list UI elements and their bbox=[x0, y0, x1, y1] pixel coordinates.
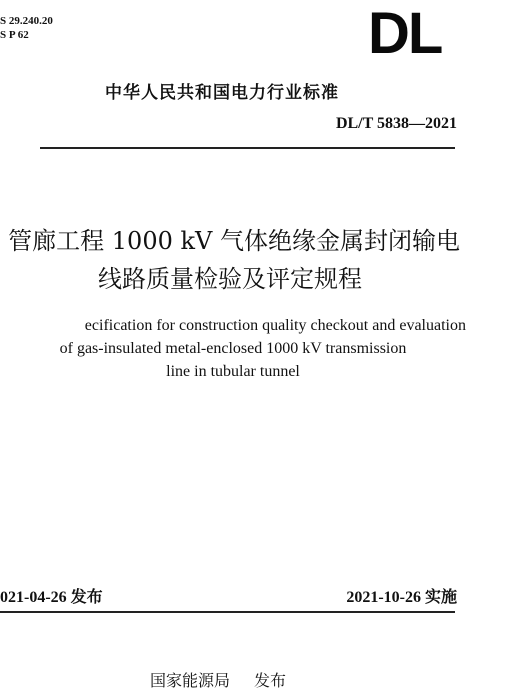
implementation-date-block bbox=[346, 584, 457, 607]
english-title-line-2: of gas-insulated metal-enclosed 1000 kV transmission bbox=[59, 340, 407, 357]
top-divider bbox=[40, 147, 455, 149]
chinese-title bbox=[0, 222, 460, 298]
chinese-title-line-2: 线路质量检验及评定规程 bbox=[98, 265, 362, 293]
implementation-label: 实施 bbox=[424, 589, 457, 606]
english-title bbox=[0, 314, 466, 383]
classification-codes bbox=[0, 14, 53, 42]
issue-date-block bbox=[0, 584, 103, 607]
bottom-divider bbox=[0, 611, 455, 613]
issue-date: 021-04-26 bbox=[0, 589, 67, 606]
implementation-date: 2021-10-26 bbox=[346, 589, 421, 606]
issuer-name: 国家能源局 bbox=[150, 671, 231, 690]
ics-code: S 29.240.20 bbox=[0, 15, 53, 27]
english-title-line-1: ecification for construction quality checkout and evaluation bbox=[84, 317, 466, 334]
standard-number: DL/T 5838—2021 bbox=[335, 115, 457, 132]
dl-logo: DL bbox=[368, 1, 442, 66]
issuer-label: 发布 bbox=[254, 671, 287, 690]
issue-label: 发布 bbox=[70, 589, 103, 606]
ccs-code: S P 62 bbox=[0, 29, 29, 41]
issuer-block bbox=[150, 668, 286, 691]
industry-standard-heading: 中华人民共和国电力行业标准 bbox=[105, 83, 339, 103]
english-title-line-3: line in tubular tunnel bbox=[166, 363, 300, 380]
chinese-title-line-1: 管廊工程 1000 kV 气体绝缘金属封闭输电 bbox=[8, 227, 460, 255]
